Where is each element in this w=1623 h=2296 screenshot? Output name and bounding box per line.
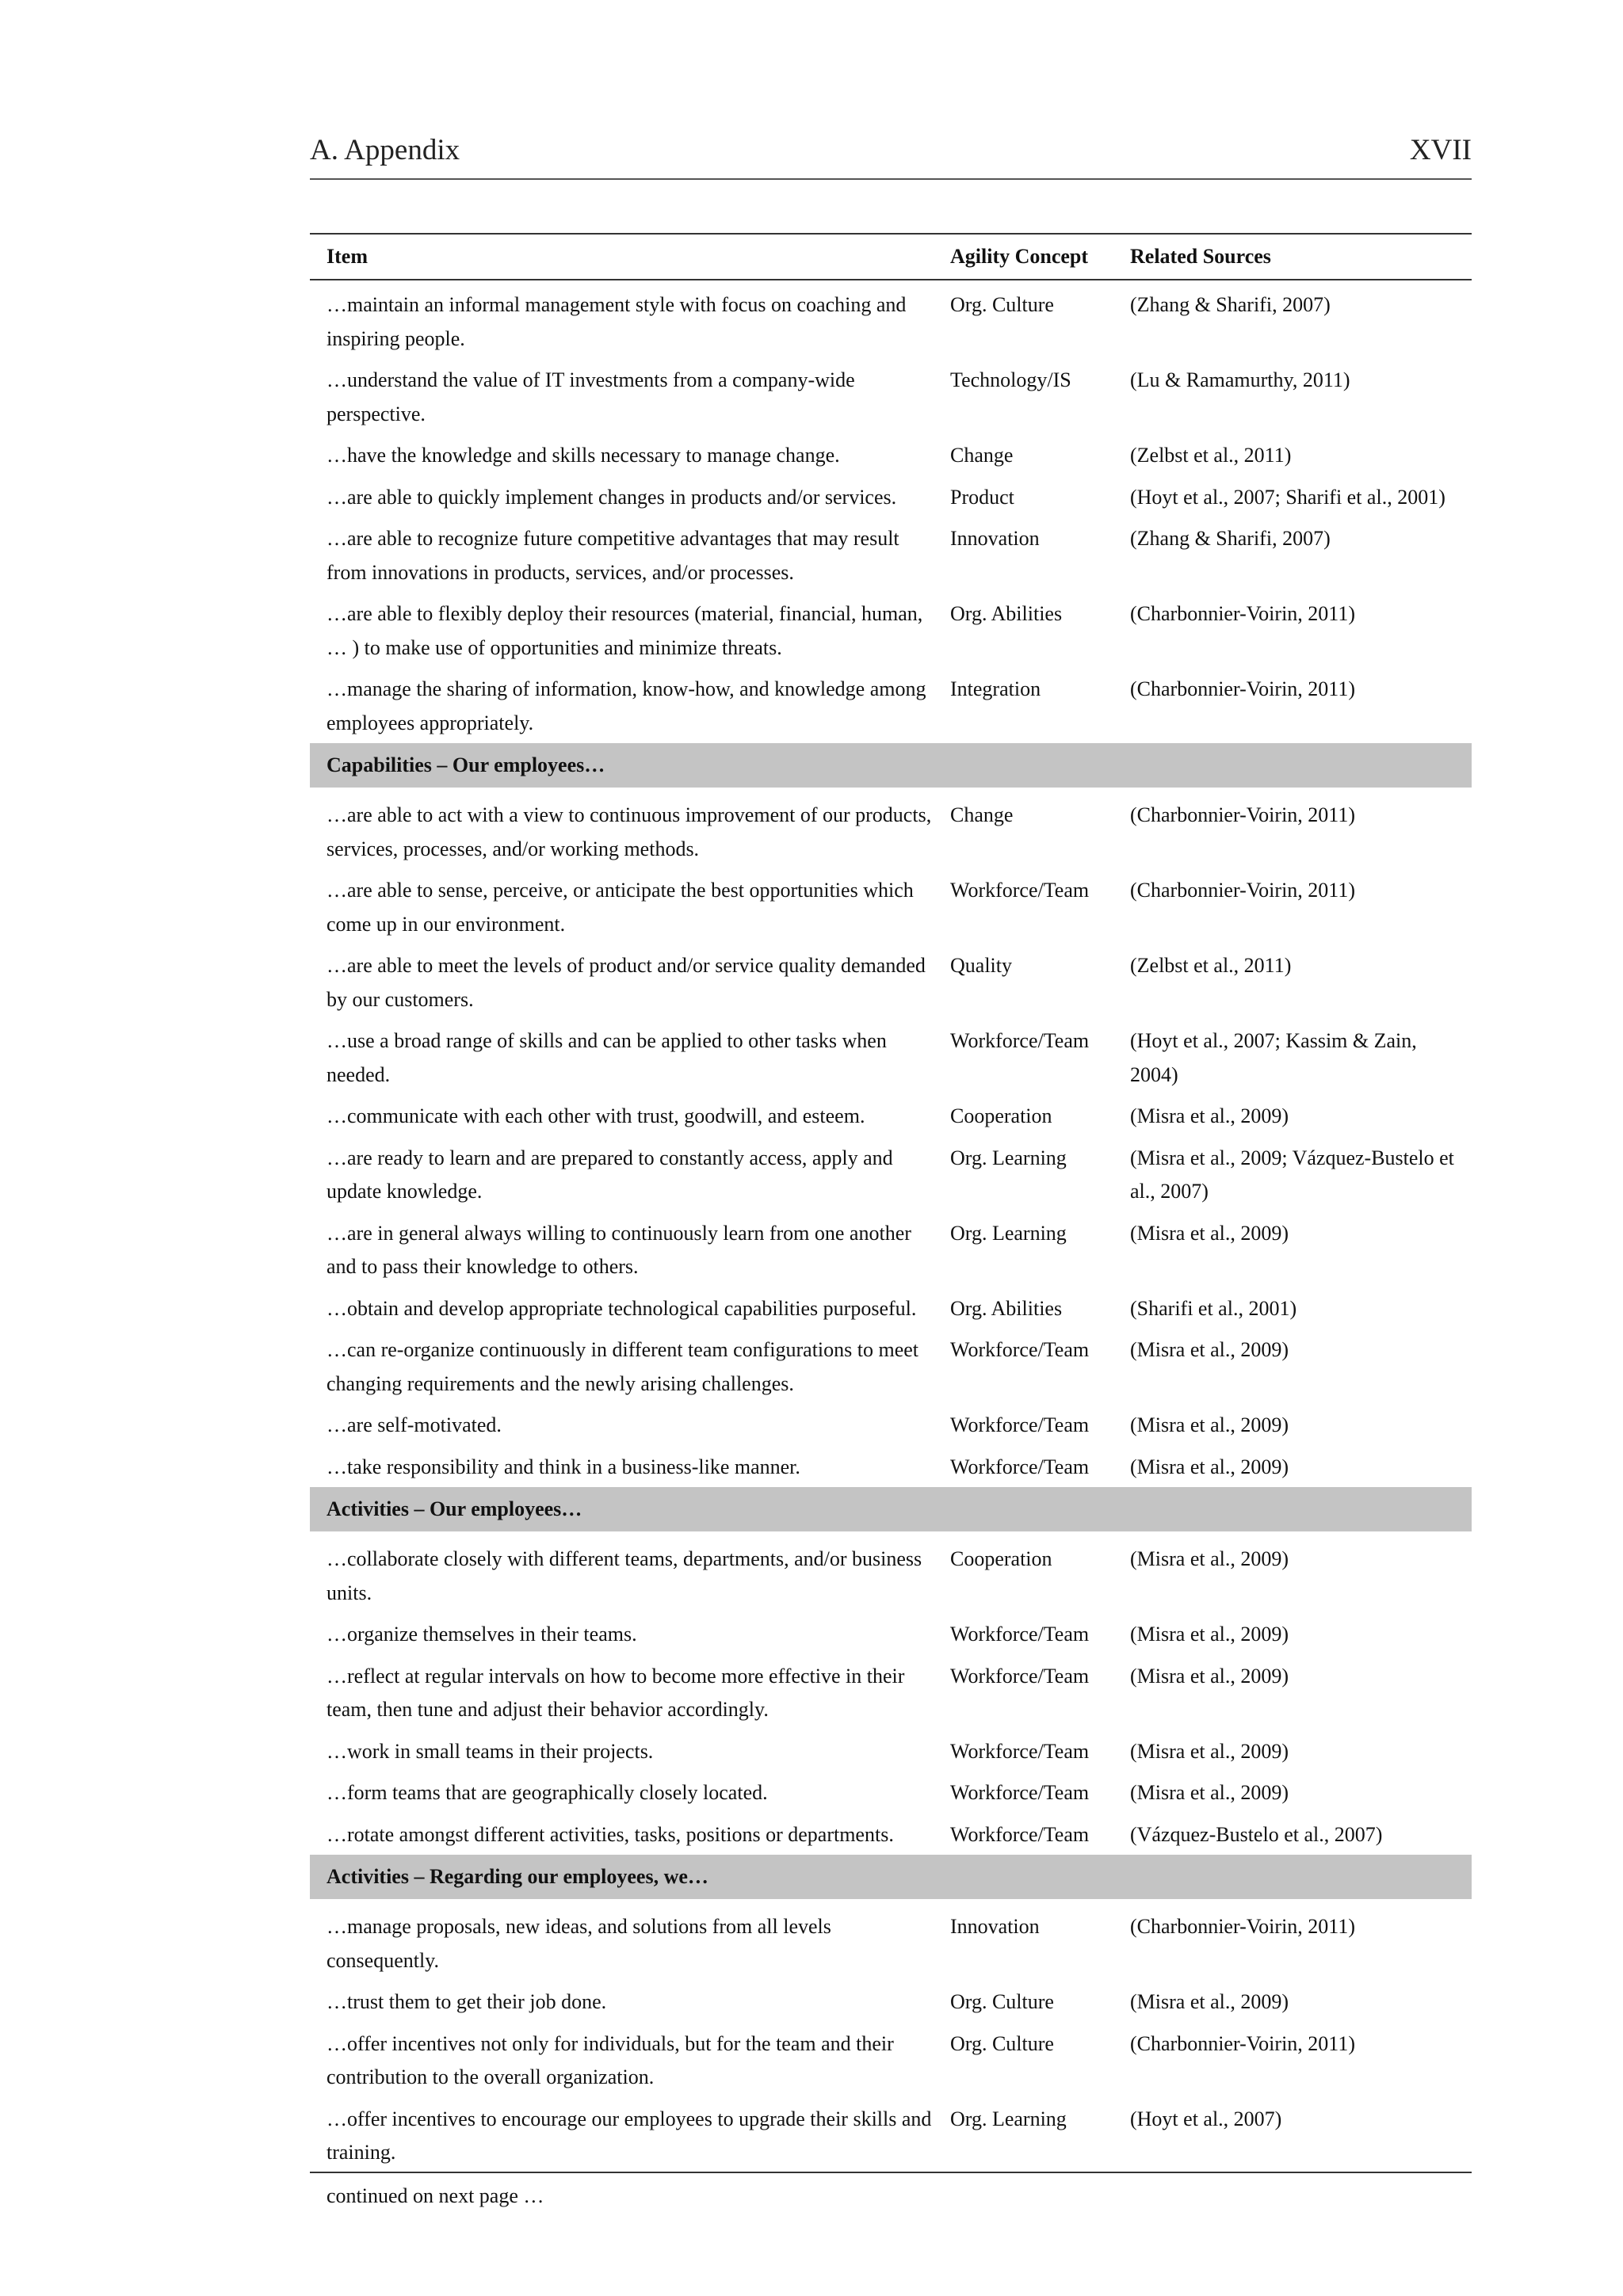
item-cell: …rotate amongst different activities, tasks, positions or departments. xyxy=(327,1822,894,1846)
table-row xyxy=(310,1284,1472,1326)
source-cell: (Charbonnier-Voirin, 2011) xyxy=(1130,1915,1355,1938)
table-row xyxy=(310,1902,1472,1978)
concept-cell: Workforce/Team xyxy=(950,1822,1090,1846)
table-row xyxy=(310,2019,1472,2095)
section-header: Capabilities – Our employees… xyxy=(310,743,1472,788)
item-cell: …are able to act with a view to continuous improvement of our products, services, processes, and/or working methods. xyxy=(327,803,932,860)
table-row xyxy=(310,280,1472,356)
table-row xyxy=(310,2095,1472,2170)
table-row xyxy=(310,665,1472,740)
item-cell: …trust them to get their job done. xyxy=(327,1990,607,2013)
concept-cell: Org. Abilities xyxy=(950,602,1063,625)
page-number: XVII xyxy=(1409,134,1472,166)
item-cell: …are able to flexibly deploy their resources (material, financial, human, … ) to make use of opportunities and minimize threats. xyxy=(327,602,923,659)
table-row xyxy=(310,941,1472,1016)
item-cell: …reflect at regular intervals on how to become more effective in their team, then tune and adjust their behavior accordingly. xyxy=(327,1664,905,1721)
item-cell: …are able to recognize future competitive advantages that may result from innovations in products, services, and/or processes. xyxy=(327,527,899,584)
item-cell: …are ready to learn and are prepared to constantly access, apply and update knowledge. xyxy=(327,1146,893,1203)
source-cell: (Charbonnier-Voirin, 2011) xyxy=(1130,803,1355,826)
item-cell: …manage the sharing of information, know-how, and knowledge among employees appropriately. xyxy=(327,677,926,734)
source-cell: (Lu & Ramamurthy, 2011) xyxy=(1130,368,1350,391)
concept-cell: Org. Learning xyxy=(950,1221,1067,1245)
concept-cell: Change xyxy=(950,444,1014,467)
concept-cell: Workforce/Team xyxy=(950,1664,1090,1688)
item-cell: …understand the value of IT investments from a company-wide perspective. xyxy=(327,368,855,425)
source-cell: (Misra et al., 2009) xyxy=(1130,1221,1289,1245)
concept-cell: Cooperation xyxy=(950,1547,1052,1570)
concept-cell: Cooperation xyxy=(950,1104,1052,1127)
appendix-table xyxy=(310,233,1472,2208)
concept-cell: Org. Culture xyxy=(950,2031,1054,2055)
source-cell: (Sharifi et al., 2001) xyxy=(1130,1296,1297,1320)
item-cell: …are in general always willing to continuously learn from one another and to pass their knowledge to others. xyxy=(327,1221,911,1278)
source-cell: (Misra et al., 2009) xyxy=(1130,1104,1289,1127)
item-cell: …are able to sense, perceive, or anticipate the best opportunities which come up in our environment. xyxy=(327,879,914,936)
continued-note: continued on next page … xyxy=(327,2183,544,2207)
concept-cell: Org. Abilities xyxy=(950,1296,1063,1320)
header-rule xyxy=(310,178,1472,180)
table-row xyxy=(310,1134,1472,1209)
source-cell: (Zelbst et al., 2011) xyxy=(1130,444,1292,467)
source-cell: (Hoyt et al., 2007) xyxy=(1130,2107,1282,2130)
table-row xyxy=(310,1401,1472,1443)
table-row xyxy=(310,1652,1472,1727)
chapter-title: A. Appendix xyxy=(310,134,460,166)
item-cell: …have the knowledge and skills necessary to manage change. xyxy=(327,444,840,467)
column-header-agility-concept: Agility Concept xyxy=(950,245,1089,268)
source-cell: (Misra et al., 2009) xyxy=(1130,1547,1289,1570)
source-cell: (Charbonnier-Voirin, 2011) xyxy=(1130,879,1355,902)
table-row xyxy=(310,473,1472,515)
column-header-item: Item xyxy=(327,245,368,268)
table-row xyxy=(310,1092,1472,1134)
source-cell: (Charbonnier-Voirin, 2011) xyxy=(1130,2031,1355,2055)
concept-cell: Workforce/Team xyxy=(950,1455,1090,1478)
concept-cell: Technology/IS xyxy=(950,368,1071,391)
source-cell: (Zelbst et al., 2011) xyxy=(1130,954,1292,977)
source-cell: (Misra et al., 2009) xyxy=(1130,1413,1289,1436)
item-cell: …offer incentives not only for individuals, but for the team and their contribution to the overall organization. xyxy=(327,2031,894,2088)
item-cell: …can re-organize continuously in different team configurations to meet changing requirements and the newly arising challenges. xyxy=(327,1338,919,1395)
concept-cell: Innovation xyxy=(950,1915,1040,1938)
table-row xyxy=(310,1209,1472,1284)
concept-cell: Org. Culture xyxy=(950,293,1054,316)
section-header: Activities – Regarding our employees, we… xyxy=(310,1855,1472,1899)
concept-cell: Workforce/Team xyxy=(950,879,1090,902)
concept-cell: Workforce/Team xyxy=(950,1623,1090,1646)
running-header xyxy=(310,133,1472,167)
table-row xyxy=(310,1768,1472,1810)
concept-cell: Workforce/Team xyxy=(950,1338,1090,1361)
column-header-related-sources: Related Sources xyxy=(1130,245,1271,268)
concept-cell: Workforce/Team xyxy=(950,1739,1090,1763)
table-row xyxy=(310,1978,1472,2019)
table-body xyxy=(310,280,1472,2170)
item-cell: …form teams that are geographically closely located. xyxy=(327,1781,768,1804)
table-row xyxy=(310,1610,1472,1652)
item-cell: …collaborate closely with different teams, departments, and/or business units. xyxy=(327,1547,922,1604)
source-cell: (Misra et al., 2009) xyxy=(1130,1739,1289,1763)
table-row xyxy=(310,589,1472,665)
concept-cell: Workforce/Team xyxy=(950,1029,1090,1052)
table-row xyxy=(310,514,1472,589)
source-cell: (Misra et al., 2009) xyxy=(1130,1990,1289,2013)
concept-cell: Workforce/Team xyxy=(950,1413,1090,1436)
item-cell: …are able to meet the levels of product and/or service quality demanded by our customers. xyxy=(327,954,926,1011)
source-cell: (Misra et al., 2009) xyxy=(1130,1623,1289,1646)
source-cell: (Misra et al., 2009; Vázquez-Bustelo et al., 2007) xyxy=(1130,1146,1454,1203)
source-cell: (Hoyt et al., 2007; Kassim & Zain, 2004) xyxy=(1130,1029,1417,1086)
concept-cell: Org. Learning xyxy=(950,2107,1067,2130)
source-cell: (Zhang & Sharifi, 2007) xyxy=(1130,527,1331,550)
table-row xyxy=(310,1325,1472,1401)
item-cell: …maintain an informal management style with focus on coaching and inspiring people. xyxy=(327,293,907,350)
concept-cell: Org. Culture xyxy=(950,1990,1054,2013)
source-cell: (Zhang & Sharifi, 2007) xyxy=(1130,293,1331,316)
concept-cell: Quality xyxy=(950,954,1012,977)
source-cell: (Vázquez-Bustelo et al., 2007) xyxy=(1130,1822,1383,1846)
item-cell: …are self-motivated. xyxy=(327,1413,502,1436)
table-row xyxy=(310,866,1472,941)
item-cell: …obtain and develop appropriate technological capabilities purposeful. xyxy=(327,1296,917,1320)
table-row xyxy=(310,356,1472,431)
source-cell: (Misra et al., 2009) xyxy=(1130,1664,1289,1688)
item-cell: …use a broad range of skills and can be applied to other tasks when needed. xyxy=(327,1029,887,1086)
item-cell: …offer incentives to encourage our employees to upgrade their skills and training. xyxy=(327,2107,932,2164)
item-cell: …work in small teams in their projects. xyxy=(327,1739,654,1763)
table-row xyxy=(310,1810,1472,1852)
table-row xyxy=(310,431,1472,473)
section-header: Activities – Our employees… xyxy=(310,1487,1472,1531)
table-bottom-rule xyxy=(310,2172,1472,2173)
item-cell: …are able to quickly implement changes in products and/or services. xyxy=(327,485,897,509)
table-row xyxy=(310,1443,1472,1485)
item-cell: …organize themselves in their teams. xyxy=(327,1623,637,1646)
table-header-row xyxy=(310,235,1472,280)
table-row xyxy=(310,1727,1472,1769)
source-cell: (Charbonnier-Voirin, 2011) xyxy=(1130,602,1355,625)
concept-cell: Product xyxy=(950,485,1014,509)
source-cell: (Hoyt et al., 2007; Sharifi et al., 2001) xyxy=(1130,485,1445,509)
concept-cell: Change xyxy=(950,803,1014,826)
concept-cell: Workforce/Team xyxy=(950,1781,1090,1804)
source-cell: (Misra et al., 2009) xyxy=(1130,1455,1289,1478)
source-cell: (Misra et al., 2009) xyxy=(1130,1338,1289,1361)
concept-cell: Integration xyxy=(950,677,1041,700)
table-row xyxy=(310,1016,1472,1092)
table-row xyxy=(310,1535,1472,1610)
concept-cell: Org. Learning xyxy=(950,1146,1067,1169)
item-cell: …manage proposals, new ideas, and solutions from all levels consequently. xyxy=(327,1915,831,1972)
table-row xyxy=(310,791,1472,866)
concept-cell: Innovation xyxy=(950,527,1040,550)
item-cell: …take responsibility and think in a business-like manner. xyxy=(327,1455,800,1478)
item-cell: …communicate with each other with trust, goodwill, and esteem. xyxy=(327,1104,865,1127)
source-cell: (Misra et al., 2009) xyxy=(1130,1781,1289,1804)
source-cell: (Charbonnier-Voirin, 2011) xyxy=(1130,677,1355,700)
